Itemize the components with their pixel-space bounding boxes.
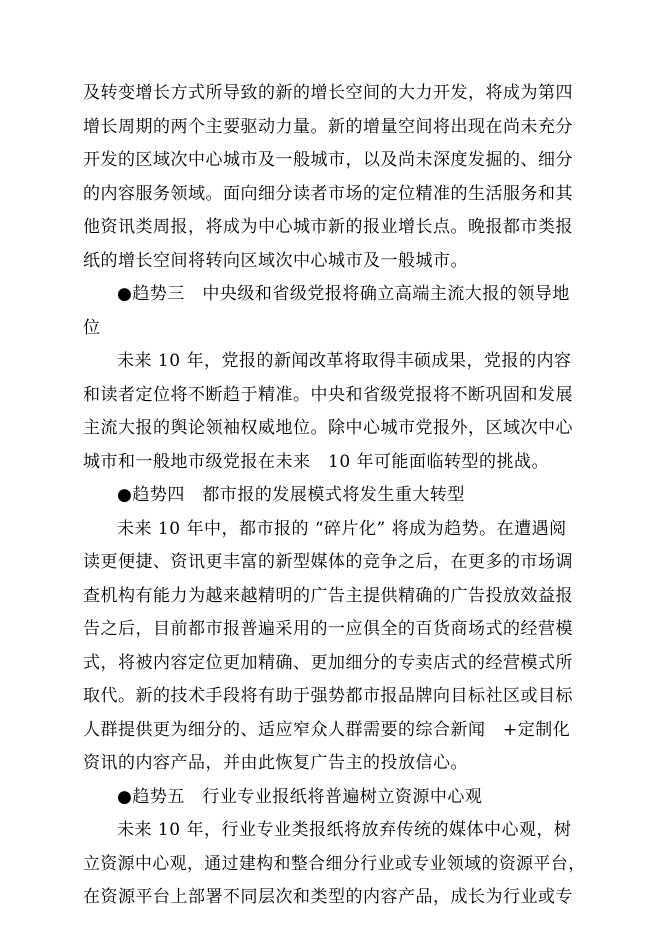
body-text-line: 资讯的内容产品，并由此恢复广告主的投放信心。	[83, 753, 468, 773]
section-heading: ●趋势三 中央级和省级党报将确立高端主流大报的领导地	[117, 284, 570, 304]
body-text-line: 及转变增长方式所导致的新的增长空间的大力开发，将成为第四	[83, 83, 573, 103]
body-text-line: 城市和一般地市级党报在未来 10 年可能面临转型的挑战。	[83, 452, 550, 472]
body-text-line: 人群提供更为细分的、适应窄众人群需要的综合新闻 +定制化	[83, 720, 571, 740]
body-text-line: 读更便捷、资讯更丰富的新型媒体的竞争之后，在更多的市场调	[83, 552, 573, 572]
body-text-line: 立资源中心观，通过建构和整合细分行业或专业领域的资源平台，	[83, 854, 586, 874]
body-text-line: 查机构有能力为越来越精明的广告主提供精确的广告投放效益报	[83, 586, 573, 606]
section-heading: ●趋势四 都市报的发展模式将发生重大转型	[117, 485, 465, 505]
body-text-line: 告之后，目前都市报普遍采用的一应俱全的百货商场式的经营模	[83, 619, 573, 639]
section-heading: ●趋势五 行业专业报纸将普遍树立资源中心观	[117, 787, 483, 807]
section-heading: 位	[83, 318, 101, 338]
body-text-line: 在资源平台上部署不同层次和类型的内容产品，成长为行业或专	[83, 887, 573, 907]
body-text-line: 未来 10 年，党报的新闻改革将取得丰硕成果，党报的内容	[117, 351, 572, 371]
body-text-line: 和读者定位将不断趋于精准。中央和省级党报将不断巩固和发展	[83, 385, 573, 405]
body-text-line: 他资讯类周报，将成为中心城市新的报业增长点。晚报都市类报	[83, 217, 573, 237]
body-text-line: 的内容服务领域。面向细分读者市场的定位精准的生活服务和其	[83, 184, 573, 204]
body-text-line: 式，将被内容定位更加精确、更加细分的专卖店式的经营模式所	[83, 653, 573, 673]
body-text-line: 纸的增长空间将转向区域次中心城市及一般城市。	[83, 251, 468, 271]
body-text-line: 未来 10 年，行业专业类报纸将放弃传统的媒体中心观，树	[117, 820, 572, 840]
body-text-line: 取代。新的技术手段将有助于强势都市报品牌向目标社区或目标	[83, 686, 573, 706]
body-text-line: 增长周期的两个主要驱动力量。新的增量空间将出现在尚未充分	[83, 117, 573, 137]
body-text-line: 未来 10 年中，都市报的 “碎片化” 将成为趋势。在遭遇阅	[117, 519, 567, 539]
body-text-line: 开发的区域次中心城市及一般城市，以及尚未深度发掘的、细分	[83, 150, 573, 170]
body-text-line: 主流大报的舆论领袖权威地位。除中心城市党报外，区域次中心	[83, 418, 573, 438]
